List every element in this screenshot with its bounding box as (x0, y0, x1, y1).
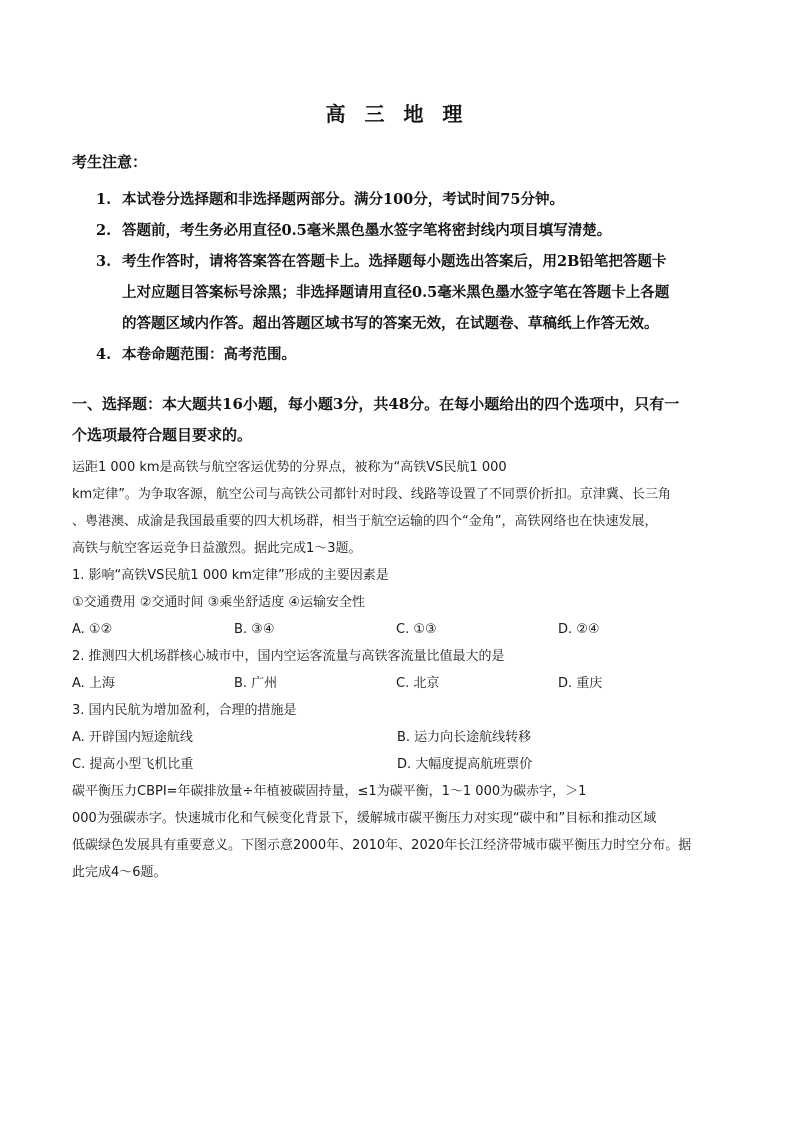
notice-item-number: 4. (96, 346, 112, 363)
option-b: B. 广州 (234, 676, 278, 691)
option-c: C. ①③ (396, 622, 437, 637)
notice-item-text-continued: 的答题区域内作答。超出答题区域书写的答案无效，在试题卷、草稿纸上作答无效。 (122, 315, 659, 332)
option-a: A. 开辟国内短途航线 (72, 730, 193, 745)
question-options-2 (72, 670, 722, 697)
passage-line: 、粤港澳、成渝是我国最重要的四大机场群，相当于航空运输的四个“金角”，高铁网络也在快速发展， (72, 514, 658, 529)
section-heading (72, 389, 722, 451)
notice-item (72, 339, 722, 370)
notice-item-text: 本试卷分选择题和非选择题两部分。满分100分，考试时间75分钟。 (122, 191, 564, 208)
passage-line: 000为强碳赤字。快速城市化和气候变化背景下，缓解城市碳平衡压力对实现“碳中和”目标和推动区域 (72, 811, 657, 826)
option-d: D. ②④ (558, 622, 600, 637)
notice-list (72, 184, 722, 370)
passage-line: 碳平衡压力CBPI=年碳排放量÷年植被碳固持量，≤1为碳平衡，1～1 000为碳赤字，＞1 (72, 784, 587, 799)
option-a: A. ①② (72, 622, 113, 637)
option-d: D. 大幅度提高航班票价 (397, 757, 533, 772)
question-options-1 (72, 616, 722, 643)
notice-item-text: 答题前，考生务必用直径0.5毫米黑色墨水签字笔将密封线内项目填写清楚。 (122, 222, 612, 239)
passage-line: 高铁与航空客运竞争日益激烈。据此完成1～3题。 (72, 541, 362, 556)
notice-item (72, 184, 722, 215)
option-a: A. 上海 (72, 676, 115, 691)
notice-heading: 考生注意： (72, 153, 148, 171)
option-c: C. 提高小型飞机比重 (72, 757, 194, 772)
question-options-3-row1 (72, 724, 722, 751)
passage-line: 运距1 000 km是高铁与航空客运优势的分界点，被称为“高铁VS民航1 000 (72, 460, 507, 475)
notice-item-text: 考生作答时，请将答案答在答题卡上。选择题每小题选出答案后，用2B铅笔把答题卡 (122, 253, 667, 270)
notice-item-number: 2. (96, 222, 112, 239)
notice-item (72, 215, 722, 246)
question-stem-2: 2. 推测四大机场群核心城市中，国内空运客流量与高铁客流量比值最大的是 (72, 649, 505, 664)
question-block (72, 454, 722, 886)
passage-line: 此完成4～6题。 (72, 865, 167, 880)
option-d: D. 重庆 (558, 676, 603, 691)
notice-item (72, 246, 722, 339)
question-stem-3: 3. 国内民航为增加盈利，合理的措施是 (72, 703, 297, 718)
notice-item-number: 3. (96, 253, 112, 270)
passage-line: km定律”。为争取客源，航空公司与高铁公司都针对时段、线路等设置了不同票价折扣。京津冀、长三角 (72, 487, 671, 502)
question-stem-1: 1. 影响“高铁VS民航1 000 km定律”形成的主要因素是 (72, 568, 389, 583)
option-c: C. 北京 (396, 676, 440, 691)
passage-line: 低碳绿色发展具有重要意义。下图示意2000年、2010年、2020年长江经济带城市碳平衡压力时空分布。据 (72, 838, 692, 853)
page-title: 高 三 地 理 (325, 102, 469, 126)
option-b: B. 运力向长途航线转移 (397, 730, 532, 745)
notice-item-number: 1. (96, 191, 112, 208)
question-options-3-row2 (72, 751, 722, 778)
notice-item-text: 本卷命题范围：高考范围。 (122, 346, 296, 363)
notice-item-text-continued: 上对应题目答案标号涂黑；非选择题请用直径0.5毫米黑色墨水签字笔在答题卡上各题 (122, 284, 670, 301)
section-heading-line: 一、选择题：本大题共16小题，每小题3分，共48分。在每小题给出的四个选项中，只有一 (72, 395, 680, 413)
question-factors-1: ①交通费用 ②交通时间 ③乘坐舒适度 ④运输安全性 (72, 595, 366, 610)
section-heading-line: 个选项最符合题目要求的。 (72, 426, 253, 444)
option-b: B. ③④ (234, 622, 275, 637)
